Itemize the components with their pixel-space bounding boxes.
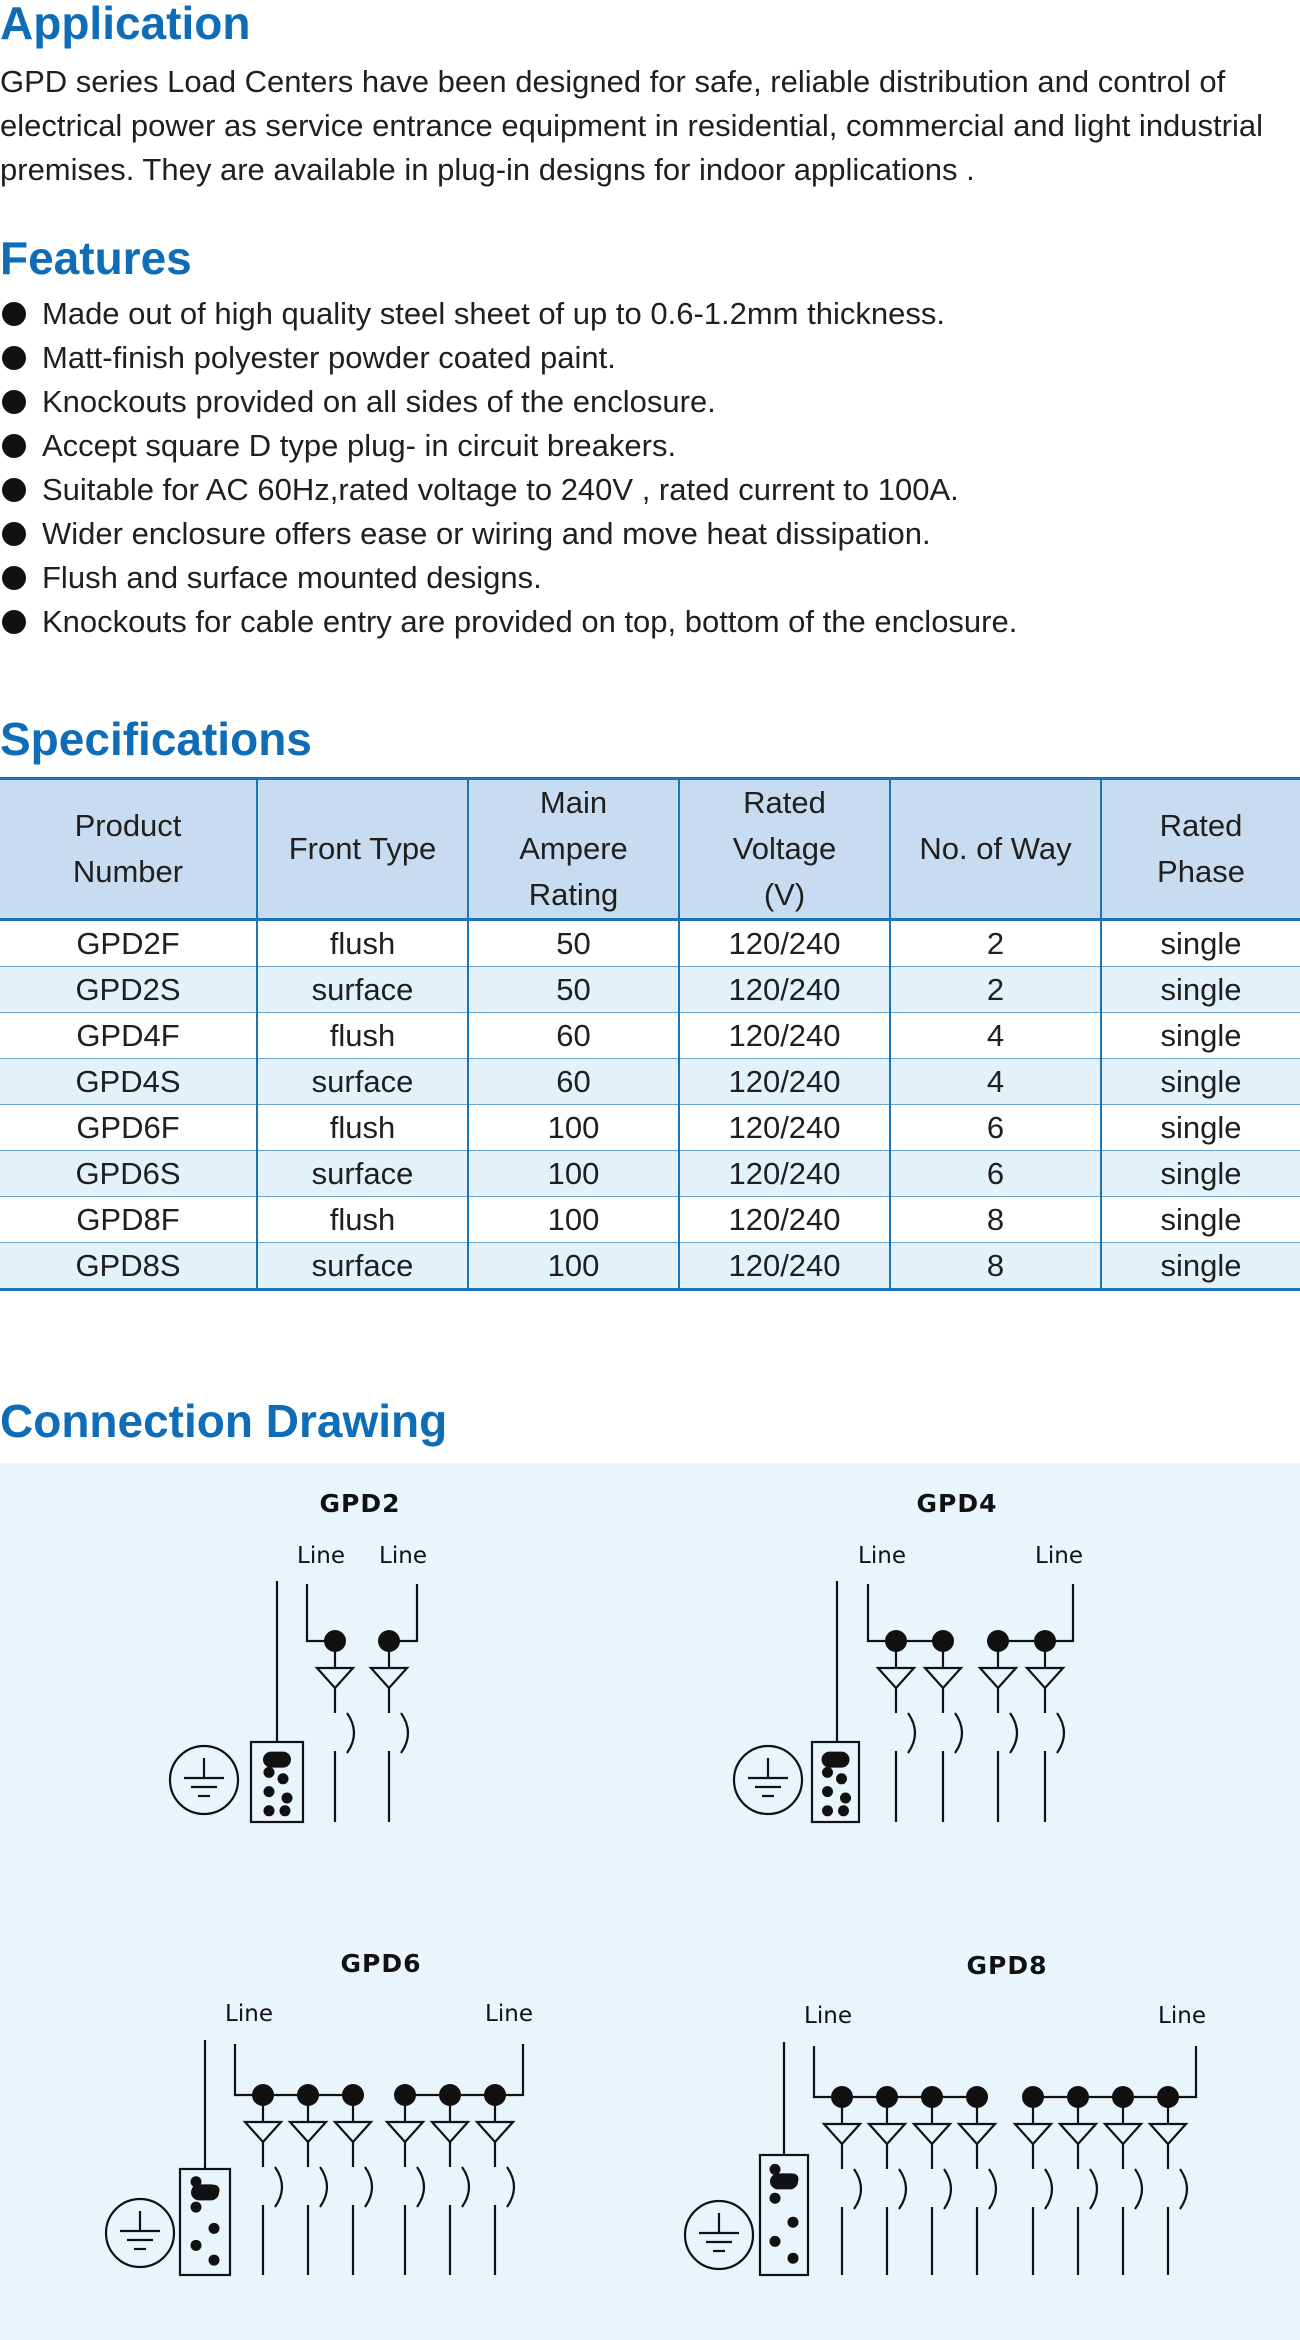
breaker-contact	[944, 2169, 951, 2209]
bullet-icon	[2, 478, 26, 502]
specifications-heading: Specifications	[0, 713, 312, 765]
terminal-dot	[264, 1786, 275, 1797]
breaker-triangle	[1015, 2124, 1051, 2144]
feature-item	[0, 424, 1300, 468]
breaker-triangle	[925, 1668, 961, 1688]
table-cell: 120/240	[679, 967, 890, 1013]
column-header	[1101, 779, 1300, 920]
column-header-line: Ampere	[519, 831, 628, 866]
terminal-dot	[264, 1805, 275, 1816]
terminal-dot	[840, 1793, 851, 1804]
breaker-triangle	[335, 2122, 371, 2142]
table-cell: surface	[257, 1243, 468, 1290]
feature-text: Knockouts for cable entry are provided on top, bottom of the enclosure.	[42, 604, 1018, 639]
terminal-dot	[770, 2193, 781, 2204]
breaker-triangle	[290, 2122, 326, 2142]
line-label: Line	[858, 1543, 906, 1569]
feature-text: Made out of high quality steel sheet of up to 0.6-1.2mm thickness.	[42, 296, 945, 331]
table-cell: 8	[890, 1197, 1101, 1243]
breaker-contact	[275, 2167, 282, 2207]
feature-text: Matt-finish polyester powder coated paint.	[42, 340, 616, 375]
breaker-triangle	[980, 1668, 1016, 1688]
breaker-contact	[401, 1713, 408, 1753]
table-cell: single	[1101, 1013, 1300, 1059]
table-row	[0, 1197, 1300, 1243]
line-label: Line	[379, 1543, 427, 1569]
table-row	[0, 920, 1300, 967]
terminal-dot	[788, 2174, 799, 2185]
line-label: Line	[1035, 1543, 1083, 1569]
breaker-contact	[365, 2167, 372, 2207]
line-label: Line	[225, 2001, 273, 2027]
terminal-dot	[264, 1767, 275, 1778]
connection-drawing-panel	[0, 1463, 1300, 2340]
table-cell: flush	[257, 1197, 468, 1243]
column-header	[257, 779, 468, 920]
column-header-line: Front Type	[288, 831, 437, 866]
table-row	[0, 1013, 1300, 1059]
diagram-title: GPD2	[319, 1489, 401, 1518]
table-cell: 120/240	[679, 1197, 890, 1243]
feature-text: Suitable for AC 60Hz,rated voltage to 240V , rated current to 100A.	[42, 472, 959, 507]
breaker-triangle	[245, 2122, 281, 2142]
terminal-dot	[209, 2255, 220, 2266]
column-header-line: Product	[74, 808, 182, 843]
bullet-icon	[2, 346, 26, 370]
terminal-dot	[788, 2253, 799, 2264]
table-cell: GPD2F	[0, 920, 257, 967]
breaker-triangle	[959, 2124, 995, 2144]
terminal-dot	[191, 2240, 202, 2251]
breaker-triangle	[869, 2124, 905, 2144]
column-header	[468, 779, 679, 920]
neutral-terminal-box	[760, 2155, 808, 2275]
application-paragraph: GPD series Load Centers have been designed for safe, reliable distribution and control of electrical power as service entrance equipment in residential, commercial and light industrial premises. They are available in plug-in designs for indoor applications .	[0, 64, 1263, 187]
feature-text: Knockouts provided on all sides of the enclosure.	[42, 384, 716, 419]
table-cell: GPD4S	[0, 1059, 257, 1105]
breaker-contact	[1090, 2169, 1097, 2209]
table-cell: single	[1101, 967, 1300, 1013]
bullet-icon	[2, 566, 26, 590]
terminal-slot	[822, 1752, 850, 1768]
bullet-icon	[2, 522, 26, 546]
column-header	[890, 779, 1101, 920]
table-cell: single	[1101, 1059, 1300, 1105]
terminal-dot	[191, 2176, 202, 2187]
breaker-contact	[1180, 2169, 1187, 2209]
table-cell: GPD6F	[0, 1105, 257, 1151]
table-cell: 100	[468, 1151, 679, 1197]
diagram-title: GPD8	[966, 1951, 1048, 1980]
table-cell: GPD2S	[0, 967, 257, 1013]
terminal-dot	[282, 1793, 293, 1804]
breaker-triangle	[824, 2124, 860, 2144]
connection-diagram-gpd8	[685, 1951, 1206, 2275]
table-cell: 8	[890, 1243, 1101, 1290]
bullet-icon	[2, 302, 26, 326]
breaker-contact	[955, 1713, 962, 1753]
bullet-icon	[2, 610, 26, 634]
column-header-line: Number	[72, 854, 184, 889]
breaker-triangle	[878, 1668, 914, 1688]
bus-bar	[998, 1584, 1073, 1641]
bus-bar	[235, 2044, 353, 2095]
breaker-contact	[462, 2167, 469, 2207]
breaker-triangle	[1060, 2124, 1096, 2144]
column-header-line: No. of Way	[919, 831, 1072, 866]
terminal-dot	[788, 2217, 799, 2228]
table-cell: 4	[890, 1059, 1101, 1105]
breaker-triangle	[477, 2122, 513, 2142]
features-list	[0, 292, 1300, 644]
ground-icon	[685, 2201, 753, 2269]
breaker-contact	[347, 1713, 354, 1753]
line-label: Line	[297, 1543, 345, 1569]
table-cell: 6	[890, 1151, 1101, 1197]
column-header-line: Main	[539, 785, 608, 820]
table-cell: GPD8F	[0, 1197, 257, 1243]
line-label: Line	[485, 2001, 533, 2027]
bullet-icon	[2, 434, 26, 458]
line-label: Line	[1158, 2003, 1206, 2029]
table-cell: 120/240	[679, 1243, 890, 1290]
breaker-contact	[908, 1713, 915, 1753]
column-header-line: Voltage	[732, 831, 837, 866]
specifications-table	[0, 777, 1300, 1291]
breaker-contact	[1045, 2169, 1052, 2209]
column-header-line: Phase	[1157, 854, 1245, 889]
table-cell: flush	[257, 920, 468, 967]
table-cell: 100	[468, 1243, 679, 1290]
terminal-dot	[822, 1767, 833, 1778]
connection-diagram-gpd6	[106, 1949, 533, 2275]
table-cell: 120/240	[679, 1105, 890, 1151]
column-header-line: (V)	[763, 877, 806, 912]
diagram-title: GPD4	[916, 1489, 998, 1518]
breaker-triangle	[914, 2124, 950, 2144]
table-cell: single	[1101, 1243, 1300, 1290]
table-cell: surface	[257, 1151, 468, 1197]
column-header-line: Rated	[1159, 808, 1243, 843]
feature-item	[0, 512, 1300, 556]
terminal-dot	[191, 2202, 202, 2213]
table-cell: single	[1101, 1151, 1300, 1197]
table-row	[0, 1105, 1300, 1151]
ground-icon	[170, 1746, 238, 1814]
breaker-triangle	[387, 2122, 423, 2142]
table-cell: GPD6S	[0, 1151, 257, 1197]
connection-diagrams	[0, 1463, 1300, 2340]
breaker-contact	[854, 2169, 861, 2209]
ground-icon	[734, 1746, 802, 1814]
breaker-triangle	[432, 2122, 468, 2142]
table-cell: 4	[890, 1013, 1101, 1059]
feature-item	[0, 380, 1300, 424]
breaker-contact	[989, 2169, 996, 2209]
table-cell: 2	[890, 920, 1101, 967]
breaker-triangle	[1027, 1668, 1063, 1688]
table-cell: 60	[468, 1013, 679, 1059]
terminal-dot	[278, 1773, 289, 1784]
feature-item	[0, 336, 1300, 380]
table-cell: GPD8S	[0, 1243, 257, 1290]
table-cell: single	[1101, 1197, 1300, 1243]
terminal-dot	[209, 2185, 220, 2196]
breaker-contact	[1135, 2169, 1142, 2209]
table-cell: 120/240	[679, 1013, 890, 1059]
bullet-icon	[2, 390, 26, 414]
column-header-line: Rating	[528, 877, 619, 912]
connection-diagram-gpd4	[734, 1489, 1083, 1822]
table-cell: 50	[468, 967, 679, 1013]
table-cell: 6	[890, 1105, 1101, 1151]
feature-item	[0, 556, 1300, 600]
terminal-dot	[836, 1773, 847, 1784]
feature-text: Flush and surface mounted designs.	[42, 560, 542, 595]
breaker-contact	[320, 2167, 327, 2207]
table-cell: 100	[468, 1105, 679, 1151]
connection-drawing-heading: Connection Drawing	[0, 1395, 448, 1447]
table-header-row	[0, 779, 1300, 920]
table-row	[0, 1151, 1300, 1197]
breaker-triangle	[1150, 2124, 1186, 2144]
table-cell: 100	[468, 1197, 679, 1243]
features-heading: Features	[0, 232, 192, 284]
terminal-dot	[209, 2223, 220, 2234]
table-cell: 50	[468, 920, 679, 967]
connection-diagram-gpd2	[170, 1489, 427, 1822]
breaker-triangle	[317, 1668, 353, 1688]
table-cell: 60	[468, 1059, 679, 1105]
column-header	[679, 779, 890, 920]
feature-item	[0, 600, 1300, 644]
table-cell: surface	[257, 967, 468, 1013]
application-heading: Application	[0, 0, 251, 49]
table-cell: single	[1101, 1105, 1300, 1151]
bus-bar	[868, 1584, 943, 1641]
feature-item	[0, 292, 1300, 336]
table-cell: flush	[257, 1105, 468, 1151]
terminal-dot	[770, 2236, 781, 2247]
table-cell: 120/240	[679, 920, 890, 967]
breaker-contact	[417, 2167, 424, 2207]
table-cell: single	[1101, 920, 1300, 967]
line-label: Line	[804, 2003, 852, 2029]
terminal-dot	[770, 2164, 781, 2175]
table-row	[0, 1059, 1300, 1105]
table-row	[0, 1243, 1300, 1290]
terminal-dot	[822, 1786, 833, 1797]
breaker-contact	[899, 2169, 906, 2209]
terminal-dot	[280, 1805, 291, 1816]
feature-text: Accept square D type plug- in circuit breakers.	[42, 428, 677, 463]
table-cell: 120/240	[679, 1059, 890, 1105]
table-cell: 2	[890, 967, 1101, 1013]
feature-item	[0, 468, 1300, 512]
table-cell: 120/240	[679, 1151, 890, 1197]
column-header	[0, 779, 257, 920]
table-cell: GPD4F	[0, 1013, 257, 1059]
breaker-triangle	[1105, 2124, 1141, 2144]
feature-text: Wider enclosure offers ease or wiring and move heat dissipation.	[42, 516, 931, 551]
table-cell: surface	[257, 1059, 468, 1105]
terminal-dot	[822, 1805, 833, 1816]
ground-icon	[106, 2199, 174, 2267]
breaker-triangle	[371, 1668, 407, 1688]
table-cell: flush	[257, 1013, 468, 1059]
terminal-slot	[263, 1752, 291, 1768]
breaker-contact	[1010, 1713, 1017, 1753]
diagram-title: GPD6	[340, 1949, 422, 1978]
column-header-line: Rated	[743, 785, 826, 820]
terminal-dot	[838, 1805, 849, 1816]
breaker-contact	[1057, 1713, 1064, 1753]
table-row	[0, 967, 1300, 1013]
bus-bar	[405, 2044, 523, 2095]
breaker-contact	[507, 2167, 514, 2207]
